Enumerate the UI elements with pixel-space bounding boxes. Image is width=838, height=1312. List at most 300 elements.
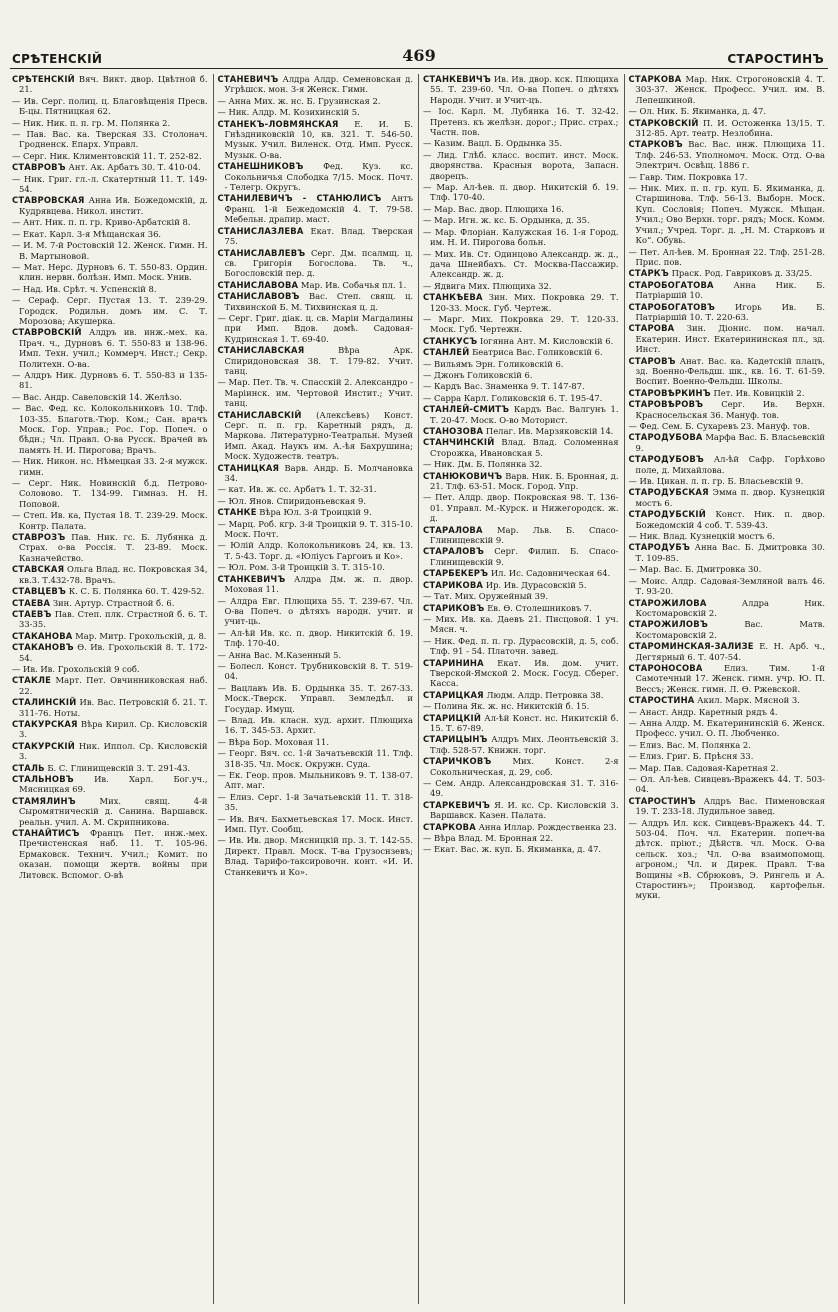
entry-text: — Анна Алдр. М. Екатерининскій 6. Женск. Професс. учил. О. П. Любченко. <box>628 717 825 739</box>
entry-text: Эмма п. двор. Кузнецкій мостъ 6. <box>635 487 825 508</box>
entry-text: — Пав. Вас. ка. Тверская 33. Столонач. Гродненск. Епарх. Управл. <box>12 129 208 150</box>
entry-text: — Ол. Ник. Б. Якиманка, д. 47. <box>628 106 766 117</box>
entry-surname: СТАРИКОВЪ <box>423 602 485 613</box>
entry-text: — Вѣра Бор. Моховая 11. <box>217 736 329 747</box>
entry-text: — Юл. Ром. 3-й Троицкій 3. Т. 315-10. <box>217 562 385 573</box>
directory-entry <box>629 763 826 773</box>
entry-surname: СТАЕВА <box>12 597 51 608</box>
directory-entry <box>218 96 414 106</box>
entry-text: Ѳ. Ив. Грохольскій 8. Т. 172-54. <box>19 642 208 663</box>
entry-text: — Степ. Ив. ка, Пустая 18. Т. 239-29. Моск. Контр. Палата. <box>12 510 208 531</box>
entry-surname: СТАРОДУБОВЪ <box>628 454 704 465</box>
directory-entry <box>629 707 826 717</box>
directory-entry <box>629 542 826 563</box>
entry-surname: СТАКАНОВА <box>12 630 73 641</box>
entry-text: — Мар. Пет. Тв. ч. Спасскій 2. Александро - Маріинск. им. Чертовой Инстит.; Учит. танц. <box>217 377 413 409</box>
directory-entry <box>12 151 208 161</box>
directory-entry <box>218 496 414 506</box>
entry-text: — Серг. Ник. Новинскій б.д. Петрово-Соловово. Т. 134-99. Гимназ. Н. Н. Поповой. <box>12 478 208 509</box>
entry-surname: СРѢТЕНСКІЙ <box>12 74 75 84</box>
directory-entry <box>12 174 208 195</box>
entry-text: Анна Вас. Б. Дмитровка 30. Т. 109-85. <box>635 542 825 563</box>
entry-text: — Вѣра Влад. М. Бронная 22. <box>423 833 554 844</box>
entry-surname: СТАКЛЕ <box>12 675 52 686</box>
directory-entry <box>12 609 208 630</box>
directory-entry <box>12 403 208 455</box>
directory-entry <box>629 172 826 182</box>
column-4 <box>625 74 831 1304</box>
entry-text: — Ник. Григ. гл.-л. Скатертный 11. Т. 149-54. <box>12 173 208 195</box>
directory-entry <box>12 774 208 795</box>
entry-text: — Фед. Сем. Б. Сухаревъ 23. Мануф. тов. <box>628 421 810 431</box>
entry-text: Влад. Влад. Соломенная Сторожка, Ивановская 5. <box>430 437 619 458</box>
column-3 <box>419 74 625 1304</box>
entry-text: — Елиз. Григ. Б. Прѣсня 33. <box>628 751 754 762</box>
directory-entry <box>629 718 826 739</box>
entry-surname: СТАРИКОВА <box>423 579 484 590</box>
entry-text: Варв. Ник. Б. Бронная, д. 21. Тлф. 63-51. Моск. Город. Упр. <box>430 470 619 492</box>
entry-text: Людм. Алдр. Петровка 38. <box>486 689 604 700</box>
entry-text: — Мих. Ив. Ст. Одинцово Александр. ж. д., дача Шнейбахъ. Ст. Москва-Пассажир. Александр. ж. д. <box>423 248 619 280</box>
entry-surname: СТАВРОЗЪ <box>12 532 66 543</box>
entry-text: — Серг. Ник. Климентовскій 11. Т. 252-82. <box>12 150 202 161</box>
entry-text: Акил. Марк. Мясной 3. <box>697 695 800 706</box>
directory-entry <box>218 248 414 279</box>
entry-text: Фед. Куз. кс. Сокольничья Слободка 7/15. Моск. Почт. - Телегр. Округъ. <box>224 161 413 193</box>
entry-text: — Ядвига Мих. Плющиха 32. <box>423 280 552 291</box>
directory-entry <box>218 574 414 595</box>
entry-text: — Анаст. Андр. Каретный рядъ 4. <box>628 706 778 717</box>
directory-entry <box>218 650 414 660</box>
directory-entry <box>12 796 208 827</box>
entry-text: Вяч. Викт. двор. Цвѣтной б. 21. <box>19 74 208 95</box>
directory-entry <box>629 740 826 750</box>
directory-entry <box>218 280 414 290</box>
directory-entry <box>629 531 826 541</box>
directory-entry <box>12 162 208 172</box>
entry-text: Мих. свящ. 4-й Сыромятническій д. Санина. Варшавск. реальн. учил. А. М. Скрипникова. <box>19 795 208 827</box>
entry-text: Іогянна Ант. М. Кисловскій 6. <box>479 335 614 346</box>
directory-entry <box>12 598 208 608</box>
directory-entry <box>12 631 208 641</box>
entry-text: Алдръ Вас. Пименовская 19. Т. 233-18. Лудильное завед. <box>635 795 825 817</box>
entry-text: Вѣра Юл. 3-й Троицкій 9. <box>259 507 372 518</box>
directory-entry <box>423 580 619 590</box>
directory-entry <box>218 715 414 736</box>
entry-text: — Серг. Григ. діак. ц. св. Маріи Магдалины при Имп. Вдов. домѣ. Садовая-Кудринская 1. Т. 69-40. <box>217 312 413 344</box>
entry-surname: СТАРОДУБЪ <box>628 542 691 553</box>
entry-text: Мар. Льв. Б. Спасо-Глинищевскій 9. <box>430 524 619 546</box>
entry-text: — Ник. Мих. п. п. гр. куп. Б. Якиманка, д. Старшинова. Тлф. 56-13. Выборн. Моск. Куп. Сословія; Попеч. Мужск. Мѣщан. Учил.; Ово Верхн. торг. рядъ; Моск. Комм. Учил.; Учред. Торг. д. „Н. М. Старковъ и Ко“. Обувь. <box>628 183 825 246</box>
entry-text: — Полина Як. ж. нс. Никитскій б. 15. <box>423 701 590 712</box>
directory-entry <box>218 628 414 649</box>
directory-entry <box>12 327 208 369</box>
directory-entry <box>218 313 414 344</box>
directory-entry <box>218 562 414 572</box>
entry-text: Ольга Влад. нс. Покровская 34, кв.3. Т.432-78. Врачъ. <box>19 564 208 585</box>
entry-text: Елиз. Тим. 1-й Самотечный 17. Женск. гимн. учр. Ю. П. Вессъ; Женск. гимн. Л. Ѳ. Ржевской. <box>635 662 825 694</box>
entry-text: — Вас. Андр. Савеловскій 14. Желѣзо. <box>12 391 182 402</box>
entry-text: Ал-ѣй Конст. нс. Никитскій б. 15. Т. 67-89. <box>430 712 619 733</box>
entry-text: — Екат. Карл. 3-я Мѣщанская 36. <box>12 228 162 239</box>
directory-entry <box>12 118 208 128</box>
entry-text: Пав. Ник. гс. Б. Лубянка д. Страх. о-ва Россія. Т. 23-89. Моск. Казначейство. <box>19 532 208 563</box>
entry-text: Ив. Харл. Бог.уч., Мясницкая 69. <box>19 774 208 795</box>
entry-text: — Над. Ив. Срѣт. ч. Успенскій 8. <box>12 283 157 294</box>
entry-text: Вас. Вас. инж. Плющиха 11. Тлф. 246-53. Уполномоч. Моск. Отд. О-ва Электрич. Освѣщ. 1886 г. <box>635 139 825 171</box>
entry-text: — Ив. Ив. Грохольскій 9 соб. <box>12 663 140 674</box>
entry-surname: СТАРКЪ <box>628 268 669 279</box>
entry-text: — Екат. Вас. ж. куп. Б. Якиманка, д. 47. <box>423 844 602 855</box>
entry-surname: СТАРОЖИЛОВЪ <box>628 619 708 630</box>
text-columns <box>8 74 830 1304</box>
directory-entry <box>423 281 619 291</box>
entry-text: Анна Иллар. Рождественка 23. <box>478 821 617 832</box>
directory-entry <box>12 719 208 740</box>
directory-entry <box>12 129 208 150</box>
directory-entry <box>423 525 619 546</box>
entry-text: — Сем. Андр. Александровская 31. Т. 316-49. <box>423 778 619 799</box>
entry-surname: СТАРКОВЪ <box>628 139 683 150</box>
entry-text: — Алдръ Ник. Дурновъ 6. Т. 550-83 и 135-81. <box>12 369 208 391</box>
entry-surname: СТАНЮКОВИЧЪ <box>423 470 503 481</box>
directory-entry <box>629 356 826 387</box>
directory-entry <box>423 249 619 280</box>
directory-entry <box>629 598 826 619</box>
entry-text: — Сераф. Серг. Пустая 13. Т. 239-29. Городск. Родильн. домъ им. С. Т. Морозова; Акушерка. <box>12 295 208 326</box>
entry-text: — Мар. Ал-ѣев. п. двор. Никитскій б. 19. Тлф. 170-40. <box>423 182 619 203</box>
directory-entry <box>629 183 826 245</box>
directory-entry <box>629 106 826 116</box>
entry-text: — Болесл. Конст. Трубниковскій 8. Т. 519-04. <box>217 660 413 682</box>
entry-text: Е. Н. Арб. ч., Дегтярный 6. Т. 407-54. <box>635 641 826 662</box>
entry-surname: СТАНКЕВИЧЪ <box>423 74 491 84</box>
entry-text: — Казим. Вацл. Б. Ордынка 35. <box>423 138 562 149</box>
entry-text: — Ник. Дм. Б. Полянка 32. <box>423 459 543 470</box>
entry-surname: СТАРОСТИНЪ <box>628 795 696 806</box>
entry-text: Францъ Пет. инж.-мех. Пречистенская наб. 11. Т. 105-96. Ермаковск. Технич. Учил.; Комит. по оказан. помощи жертв. войны при Литовск. Вспомог. О-вѣ <box>19 828 208 880</box>
directory-entry <box>423 393 619 403</box>
directory-entry <box>218 737 414 747</box>
entry-text: — Юлій Алдр. Колокольниковъ 24, кв. 13. Т. 5-43. Торг. д. «Юліусъ Гаргоиъ и Ко». <box>217 540 413 561</box>
entry-text: — Лид. Глѣб. класс. воспит. инст. Моск. дворянства. Красныя ворота, Запасн. дворецъ. <box>423 149 619 181</box>
entry-text: — Моис. Алдр. Садовая-Земляной валъ 46. Т. 93-20. <box>628 575 825 597</box>
directory-entry <box>423 138 619 148</box>
entry-surname: СТАРОДУБСКІЙ <box>628 509 706 520</box>
directory-entry <box>218 507 414 517</box>
directory-entry <box>218 193 414 224</box>
directory-entry <box>12 697 208 718</box>
directory-entry <box>629 302 826 323</box>
directory-entry <box>218 74 414 95</box>
entry-text: Мар. Ив. Собачья пл. 1. <box>300 279 407 290</box>
entry-text: — Ник. Влад. Кузнецкій мостъ 6. <box>628 531 775 542</box>
entry-text: Вас. Матв. Костомаровскій 2. <box>635 619 825 640</box>
directory-entry <box>423 591 619 601</box>
directory-entry <box>423 713 619 734</box>
running-head-right: СТАРОСТИНЪ <box>727 52 824 66</box>
directory-entry <box>629 663 826 694</box>
directory-entry <box>629 399 826 420</box>
directory-entry <box>12 478 208 509</box>
entry-text: — Джонъ Голиковскій 6. <box>423 369 533 380</box>
directory-entry <box>629 323 826 354</box>
directory-entry <box>423 204 619 214</box>
entry-text: Ив. Вас. Петровскій б. 21. Т. 311-76. Ноты. <box>19 697 208 718</box>
entry-text: Пет. Ив. Ковицкій 2. <box>713 387 805 398</box>
directory-entry <box>12 195 208 216</box>
directory-entry <box>12 240 208 261</box>
directory-entry <box>12 456 208 477</box>
directory-entry <box>218 519 414 540</box>
running-head-left: СРѢТЕНСКІЙ <box>12 52 103 66</box>
entry-surname: СТАРОВѢРОВЪ <box>628 399 704 410</box>
entry-surname: СТАНИЦКАЯ <box>217 462 280 473</box>
directory-entry <box>423 370 619 380</box>
entry-surname: СТАРИЧКОВЪ <box>423 756 492 767</box>
entry-text: — Елиз. Серг. 1-й Зачатьевскій 11. Т. 318-35. <box>217 791 413 813</box>
entry-text: — Тат. Мих. Оружейный 39. <box>423 591 548 602</box>
directory-entry <box>423 471 619 492</box>
directory-entry <box>423 426 619 436</box>
directory-entry <box>218 596 414 627</box>
directory-entry <box>12 741 208 762</box>
entry-text: — Влад. Ив. класн. худ. архит. Плющиха 16. Т. 345-53. Архит. <box>217 714 413 736</box>
directory-entry <box>423 359 619 369</box>
directory-entry <box>629 576 826 597</box>
entry-text: — Ник. Алдр. М. Козихинскій 5. <box>217 107 360 118</box>
entry-text: — Юл. Янов. Спиридоньевская 9. <box>217 495 366 506</box>
entry-text: Ир. Ив. Дурасовскій 5. <box>485 579 587 590</box>
entry-surname: СТАВРОВЪ <box>12 162 66 173</box>
entry-surname: СТАНЧИНСКІЙ <box>423 437 495 448</box>
entry-surname: СТАВРОВСКІЙ <box>12 327 82 338</box>
directory-entry <box>218 484 414 494</box>
directory-entry <box>423 106 619 137</box>
entry-text: Пав. Степ. плк. Страстной б. 6. Т. 33-35. <box>19 608 208 630</box>
directory-entry <box>423 182 619 203</box>
entry-text: — Вацлавъ Ив. Б. Ордынка 35. Т. 267-33. Моск.-Тверск. Управл. Земледѣл. и Государ. Имущ. <box>217 682 413 714</box>
directory-entry <box>423 756 619 777</box>
entry-text: — Гавр. Тим. Покровка 17. <box>628 171 748 182</box>
entry-surname: СТАНКУСЪ <box>423 335 478 346</box>
entry-surname: СТАНИСЛАВОВА <box>217 279 299 290</box>
entry-text: — Кардъ Вас. Знаменка 9. Т. 147-87. <box>423 381 585 392</box>
entry-text: Серг. Дм. псалмщ. ц. св. Григорія Богослова. Тв. ч., Богословскій пер. д. <box>224 247 413 279</box>
entry-surname: СТАРОВѢРКИНЪ <box>628 387 711 398</box>
directory-entry <box>423 701 619 711</box>
entry-text: Алдръ Мих. Леонтьевскій 3. Тлф. 528-57. Книжн. торг. <box>430 734 619 755</box>
entry-surname: СТАНЕВИЧЪ <box>217 74 279 84</box>
directory-entry <box>218 226 414 247</box>
entry-surname: СТАРБЕКЕРЪ <box>423 568 489 579</box>
entry-text: — Алдръ Ил. кск. Сивцевъ-Вражекъ 44. Т. 503-04. Поч. чл. Екатерин. попеч-ва дѣтск. пріют.; Дѣйств. чл. Моск. О-ва сельск. хоз.; Чл. О-ва взаимопомощ. агроном.; Чл. и Дирек. Правл. Т-ва Вощины «В. Сбрюковъ, Э. Рингель и А. Старостинъ»; Производ. картофельн. муки. <box>628 817 825 901</box>
directory-entry <box>423 437 619 458</box>
directory-entry <box>423 822 619 832</box>
entry-text: — Мих. Ив. ка. Даевъ 21. Писцовой. 1 уч. Мясн. ч. <box>423 613 619 635</box>
entry-surname: СТАКАНОВЪ <box>12 642 74 653</box>
entry-text: Игорь Ив. Б. Патріаршій 10. Т. 220-63. <box>635 301 825 322</box>
entry-text: Вѣра Арк. Спиридоновская 38. Т. 179-82. Учит. танц. <box>224 345 413 376</box>
entry-text: — Мар. Пав. Садовая-Каретная 2. <box>628 762 779 773</box>
entry-surname: СТАРИЦЫНЪ <box>423 734 488 745</box>
directory-entry <box>629 280 826 301</box>
entry-surname: СТАНЕШНИКОВЪ <box>217 161 304 172</box>
entry-surname: СТАРОВА <box>628 323 675 334</box>
directory-entry <box>629 695 826 705</box>
directory-entry <box>12 532 208 563</box>
header-rule <box>10 68 828 69</box>
directory-entry <box>629 432 826 453</box>
directory-entry <box>423 227 619 248</box>
directory-entry <box>218 345 414 376</box>
entry-text: Антъ Франц. 1-й Бежедомскій 4. Т. 79-58. Мебельн. драпир. маст. <box>224 193 413 225</box>
entry-text: — Мар. Флоріан. Калужская 16. 1-я Город. им. Н. И. Пирогова больн. <box>423 226 619 248</box>
directory-entry <box>423 74 619 105</box>
entry-text: — кат. Ив. ж. сс. Арбатъ 1. Т. 32-31. <box>217 484 377 495</box>
entry-text: Анна Ник. Б. Патріаршій 10. <box>635 279 825 301</box>
entry-text: К. С. Б. Полянка 60. Т. 429-52. <box>68 586 205 597</box>
directory-entry <box>629 421 826 431</box>
directory-entry <box>218 463 414 484</box>
directory-entry <box>423 844 619 854</box>
entry-text: Екат. Влад. Тверская 75. <box>224 225 413 247</box>
entry-text: Ант. Ак. Арбатъ 30. Т. 410-04. <box>68 162 201 173</box>
entry-text: Е. И. Б. Гнѣздниковскій 10, кв. 321. Т. 546-50. Музык. Учил. Виленск. Отд. Имп. Русск. Музык. О-ва. <box>224 118 413 160</box>
entry-text: Алдръ ив. инж.-мех. ка. Прач. ч., Дурновъ 6. Т. 550-83 и 138-96. Имп. Техн. учил.; Коммерч. Инст.; Секр. Политехн. О-ва. <box>19 327 208 369</box>
directory-entry <box>629 139 826 170</box>
entry-text: Екат. Ив. дом. учит. Тверской-Ямской 2. Моск. Госуд. Сберег. Касса. <box>430 657 619 689</box>
directory-entry <box>423 658 619 689</box>
entry-surname: СТАНКЕВИЧЪ <box>217 573 286 584</box>
entry-surname: СТАНИСЛАВСКІЙ <box>217 409 302 420</box>
directory-entry <box>629 476 826 486</box>
directory-entry <box>629 509 826 530</box>
directory-entry <box>629 564 826 574</box>
entry-text: Ив. Ив. двор. кск. Плющиха 55. Т. 239-60. Чл. О-ва Попеч. о дѣтяхъ Народн. Учит. и Учит-цъ. <box>430 74 619 105</box>
directory-entry <box>423 492 619 523</box>
entry-text: Праск. Род. Гавриковъ д. 33/25. <box>671 268 813 279</box>
entry-surname: СТАНЛЕЙ <box>423 347 470 358</box>
entry-text: — Мар. Игн. ж. кс. Б. Ордынка, д. 35. <box>423 215 590 226</box>
entry-surname: СТАРАЛОВЪ <box>423 546 485 557</box>
entry-surname: СТАНЕКЪ-ЛОВМЯНСКАЯ <box>217 118 339 129</box>
directory-entry <box>423 314 619 335</box>
directory-entry <box>218 161 414 192</box>
entry-text: Беатриса Вас. Голиковскій 6. <box>472 347 603 358</box>
directory-entry <box>12 675 208 696</box>
entry-text: — Мар. Вас. двор. Плющиха 16. <box>423 203 565 214</box>
directory-entry <box>629 454 826 475</box>
entry-text: Вас. Степ. свящ. ц. Тихвинской Б. М. Тихвинская ц. д. <box>224 291 413 312</box>
entry-text: Варв. Андр. Б. Молчановка 34. <box>224 462 413 484</box>
directory-entry <box>12 564 208 585</box>
entry-surname: СТАРОМИНСКАЯ-ЗАЛИЗЕ <box>628 641 754 652</box>
entry-surname: СТАКУРСКАЯ <box>12 718 78 729</box>
entry-surname: СТАЛИНСКІЙ <box>12 697 77 708</box>
entry-text: Вѣра Кирил. Ср. Кисловскій 3. <box>19 718 208 740</box>
entry-surname: СТАНОЗОВА <box>423 426 484 436</box>
directory-entry <box>218 410 414 462</box>
entry-text: — Пет. Алдр. двор. Покровская 98. Т. 136-01. Управл. М.-Курск. и Нижегородск. ж. д. <box>423 492 619 524</box>
entry-text: — Вильямъ Эрн. Голиковскій 6. <box>423 358 564 369</box>
directory-entry <box>629 751 826 761</box>
entry-text: — Ал-ѣй Ив. кс. п. двор. Никитскій б. 19. Тлф. 170-40. <box>217 627 413 649</box>
entry-surname: СТАРАЛОВА <box>423 524 483 535</box>
directory-entry <box>12 295 208 326</box>
entry-text: Анна Ив. Божедомскій, д. Кудрявцева. Никол. инстит. <box>19 195 208 216</box>
entry-text: Я. И. кс. Ср. Кисловскій 3. Варшавск. Казен. Палата. <box>430 799 619 821</box>
entry-surname: СТАКУРСКІЙ <box>12 740 75 751</box>
entry-text: — И. М. 7-й Ростовскій 12. Женск. Гимн. Н. В. Мартыновой. <box>12 240 208 261</box>
entry-text: — Ив. Ив. двор. Мясницкій пр. 3. Т. 142-55. Директ. Правл. Моск. Т-ва Грузоснзевъ; Влад. Тарифо-таксировочн. конт. «И. И. Станкевичъ и Ко». <box>217 835 413 877</box>
entry-text: Б. С. Глинищевскій 3. Т. 291-43. <box>47 762 191 773</box>
entry-text: Кардъ Вас. Валгунъ 1. Т. 20-47. Моск. О-во Моторист. <box>430 404 619 425</box>
entry-text: — Ант. Ник. п. п. гр. Криво-Арбатскій 8. <box>12 217 191 228</box>
directory-entry <box>629 796 826 817</box>
directory-entry <box>218 377 414 408</box>
entry-surname: СТАНАЙТИСЪ <box>12 828 80 839</box>
directory-entry <box>12 763 208 773</box>
entry-surname: СТАРОБОГАТОВЪ <box>628 301 716 312</box>
entry-surname: СТАРИНИНА <box>423 657 484 668</box>
entry-text: Мар. Митр. Грохольскій, д. 8. <box>75 630 207 641</box>
entry-surname: СТАНИЛЕВИЧЪ - СТАНЮЛИСЪ <box>217 193 382 204</box>
entry-text: Мар. Ник. Строгоновскій 4. Т. 303-37. Женск. Професс. Учил. им. В. Лепешкиной. <box>635 74 825 105</box>
directory-entry <box>629 268 826 278</box>
directory-entry <box>218 683 414 714</box>
entry-text: Алдра Алдр. Семеновская д. Угрѣшск. мон. 3-я Женск. Гимн. <box>224 74 413 95</box>
directory-entry <box>629 388 826 398</box>
directory-entry <box>423 778 619 799</box>
entry-text: — Ив. Цикан. л. п. гр. Б. Власьевскій 9. <box>628 476 804 487</box>
directory-entry <box>218 835 414 877</box>
directory-entry <box>629 74 826 105</box>
entry-surname: СТАРИЦКІЙ <box>423 712 482 723</box>
directory-entry <box>218 792 414 813</box>
directory-entry <box>629 487 826 508</box>
column-2 <box>214 74 420 1304</box>
entry-text: — Ек. Геор. пров. Мыльниковъ 9. Т. 138-07. Апт. маг. <box>217 770 413 791</box>
entry-text: — Мат. Нерс. Дурновъ 6. Т. 550-83. Ордин. клин. нервн. болѣзн. Имп. Моск. Унив. <box>12 261 208 283</box>
entry-text: Анат. Вас. ка. Кадетскій плацъ, зд. Военно-Фельдш. шк., кв. 16. Т. 61-59. Воспит. Военно-Фельдш. Школы. <box>635 355 825 387</box>
directory-entry <box>423 292 619 313</box>
entry-surname: СТАЕВЪ <box>12 608 52 619</box>
directory-entry <box>629 247 826 268</box>
directory-entry <box>12 96 208 117</box>
directory-entry <box>12 510 208 531</box>
entry-surname: СТАРКОВА <box>423 821 476 832</box>
directory-entry <box>12 229 208 239</box>
directory-entry <box>629 774 826 795</box>
entry-surname: СТАМЯЛИНЪ <box>12 795 76 806</box>
directory-entry <box>12 392 208 402</box>
entry-text: Конст. Ник. п. двор. Божедомскій 4 соб. Т. 539-43. <box>635 509 825 530</box>
entry-surname: СТАРКЕВИЧЪ <box>423 799 491 810</box>
entry-text: Марфа Вас. Б. Власьевскій 9. <box>635 432 825 453</box>
entry-surname: СТАНИСЛАЗЛЕВА <box>217 225 304 236</box>
directory-entry <box>423 568 619 578</box>
entry-surname: СТАРКОВА <box>628 74 682 84</box>
entry-text: — Алдра Евг. Плющиха 55. Т. 239-67. Чл. О-ва Попеч. о дѣтяхъ народн. учит. и учит-ць. <box>217 595 413 627</box>
entry-surname: СТАРОЖИЛОВА <box>628 597 707 608</box>
directory-entry <box>12 586 208 596</box>
directory-entry <box>423 833 619 843</box>
entry-text: Алдра Дм. ж. п. двор. Моховая 11. <box>224 573 413 595</box>
directory-entry <box>218 291 414 312</box>
page-header <box>0 0 838 66</box>
entry-text: — Анна Мих. ж. нс. Б. Грузинская 2. <box>217 95 381 106</box>
